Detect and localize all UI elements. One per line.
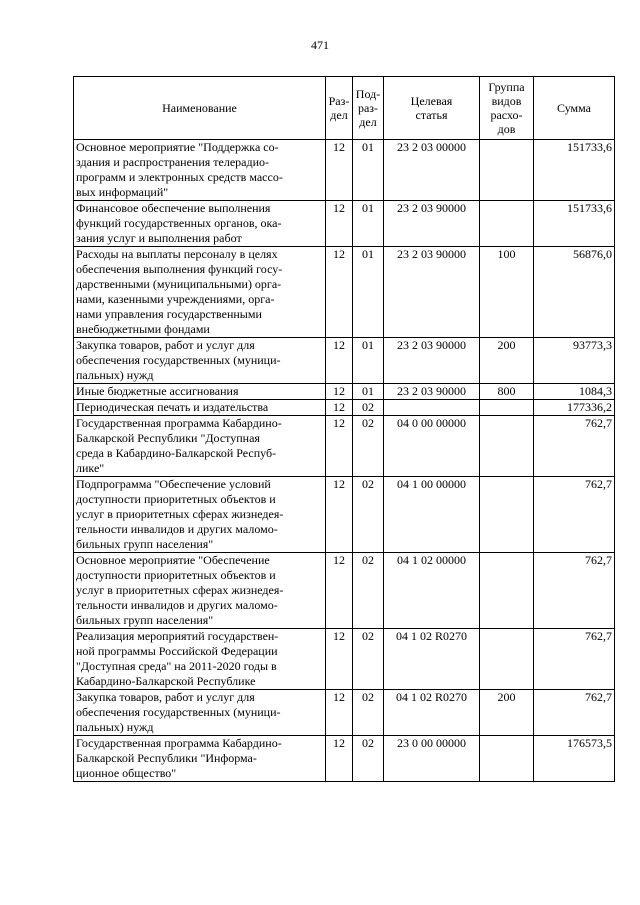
table-row (74, 140, 615, 201)
cell-group (480, 553, 534, 629)
header-target-text: Целевая статья (410, 94, 453, 122)
header-name (74, 77, 326, 140)
table-row (74, 400, 615, 416)
cell-group: 200 (480, 690, 534, 736)
cell-group (480, 201, 534, 247)
table-row (74, 477, 615, 553)
header-sum-text: Сумма (557, 101, 591, 115)
cell-sum: 762,7 (534, 416, 615, 477)
cell-target: 23 2 03 90000 (384, 201, 480, 247)
table-row (74, 629, 615, 690)
cell-group (480, 400, 534, 416)
cell-subsection: 02 (353, 553, 384, 629)
header-subsection (353, 77, 384, 140)
cell-section: 12 (326, 140, 353, 201)
cell-subsection: 01 (353, 247, 384, 338)
cell-group (480, 629, 534, 690)
cell-target: 23 2 03 90000 (384, 384, 480, 400)
cell-section: 12 (326, 201, 353, 247)
cell-name: Основное мероприятие "Обеспечение доступности приоритетных объектов и услуг в приоритетных сферах жизнедея- тельности инвалидов и других маломо- бильных групп населения" (74, 553, 326, 629)
cell-sum: 151733,6 (534, 201, 615, 247)
header-section (326, 77, 353, 140)
budget-table (73, 76, 615, 782)
cell-section: 12 (326, 629, 353, 690)
table-row (74, 690, 615, 736)
header-name-text: Наименование (162, 101, 237, 115)
header-target (384, 77, 480, 140)
cell-section: 12 (326, 736, 353, 782)
cell-name: Периодическая печать и издательства (74, 400, 326, 416)
table-row (74, 201, 615, 247)
cell-target: 04 0 00 00000 (384, 416, 480, 477)
cell-subsection: 01 (353, 140, 384, 201)
cell-name: Закупка товаров, работ и услуг для обеспечения государственных (муници- пальных) нужд (74, 690, 326, 736)
header-sum (534, 77, 615, 140)
table-row (74, 247, 615, 338)
cell-target (384, 400, 480, 416)
cell-section: 12 (326, 416, 353, 477)
header-subsection-text: Под- раз- дел (355, 87, 381, 129)
cell-subsection: 02 (353, 736, 384, 782)
header-group-text: Группа видов расхо- дов (488, 80, 525, 136)
cell-subsection: 01 (353, 201, 384, 247)
cell-group (480, 140, 534, 201)
cell-subsection: 02 (353, 690, 384, 736)
cell-section: 12 (326, 477, 353, 553)
table-row (74, 416, 615, 477)
cell-target: 04 1 02 R0270 (384, 690, 480, 736)
page-number: 471 (311, 38, 329, 52)
cell-target: 04 1 02 00000 (384, 553, 480, 629)
cell-group: 200 (480, 338, 534, 384)
cell-name: Реализация мероприятий государствен- ной программы Российской Федерации "Доступная среда" на 2011-2020 годы в Кабардино-Балкарской Республике (74, 629, 326, 690)
cell-name: Иные бюджетные ассигнования (74, 384, 326, 400)
cell-name: Закупка товаров, работ и услуг для обеспечения государственных (муници- пальных) нужд (74, 338, 326, 384)
cell-subsection: 02 (353, 416, 384, 477)
cell-section: 12 (326, 384, 353, 400)
cell-sum: 1084,3 (534, 384, 615, 400)
cell-section: 12 (326, 690, 353, 736)
cell-sum: 176573,5 (534, 736, 615, 782)
cell-target: 23 2 03 90000 (384, 247, 480, 338)
table-row (74, 384, 615, 400)
cell-subsection: 01 (353, 338, 384, 384)
header-group (480, 77, 534, 140)
cell-sum: 762,7 (534, 690, 615, 736)
cell-subsection: 02 (353, 629, 384, 690)
cell-target: 23 0 00 00000 (384, 736, 480, 782)
cell-name: Расходы на выплаты персоналу в целях обеспечения выполнения функций госу- дарственными (муниципальными) орга- нами, казенными учреждениями, орга- нами управления государственными внебюджетными фондами (74, 247, 326, 338)
cell-sum: 762,7 (534, 629, 615, 690)
cell-name: Государственная программа Кабардино- Балкарской Республики "Доступная среда в Кабардино-Балкарской Респуб- лике" (74, 416, 326, 477)
table-header-row (74, 77, 615, 140)
cell-subsection: 02 (353, 477, 384, 553)
cell-subsection: 01 (353, 384, 384, 400)
cell-name: Финансовое обеспечение выполнения функций государственных органов, ока- зания услуг и выполнения работ (74, 201, 326, 247)
table-row (74, 338, 615, 384)
cell-section: 12 (326, 553, 353, 629)
cell-group (480, 416, 534, 477)
table-row (74, 553, 615, 629)
cell-section: 12 (326, 338, 353, 384)
cell-sum: 762,7 (534, 553, 615, 629)
cell-group: 100 (480, 247, 534, 338)
cell-section: 12 (326, 400, 353, 416)
cell-sum: 177336,2 (534, 400, 615, 416)
cell-name: Подпрограмма "Обеспечение условий доступности приоритетных объектов и услуг в приоритетных сферах жизнедея- тельности инвалидов и других маломо- бильных групп населения" (74, 477, 326, 553)
cell-target: 04 1 02 R0270 (384, 629, 480, 690)
header-section-text: Раз- дел (328, 94, 350, 122)
cell-section: 12 (326, 247, 353, 338)
cell-sum: 93773,3 (534, 338, 615, 384)
cell-target: 23 2 03 90000 (384, 338, 480, 384)
cell-target: 04 1 00 00000 (384, 477, 480, 553)
cell-group: 800 (480, 384, 534, 400)
cell-sum: 762,7 (534, 477, 615, 553)
cell-sum: 151733,6 (534, 140, 615, 201)
cell-subsection: 02 (353, 400, 384, 416)
cell-name: Основное мероприятие "Поддержка со- здания и распространения телерадио- программ и электронных средств массо- вых информаций" (74, 140, 326, 201)
cell-name: Государственная программа Кабардино- Балкарской Республики "Информа- ционное общество" (74, 736, 326, 782)
table-row (74, 736, 615, 782)
cell-group (480, 736, 534, 782)
cell-sum: 56876,0 (534, 247, 615, 338)
cell-group (480, 477, 534, 553)
cell-target: 23 2 03 00000 (384, 140, 480, 201)
